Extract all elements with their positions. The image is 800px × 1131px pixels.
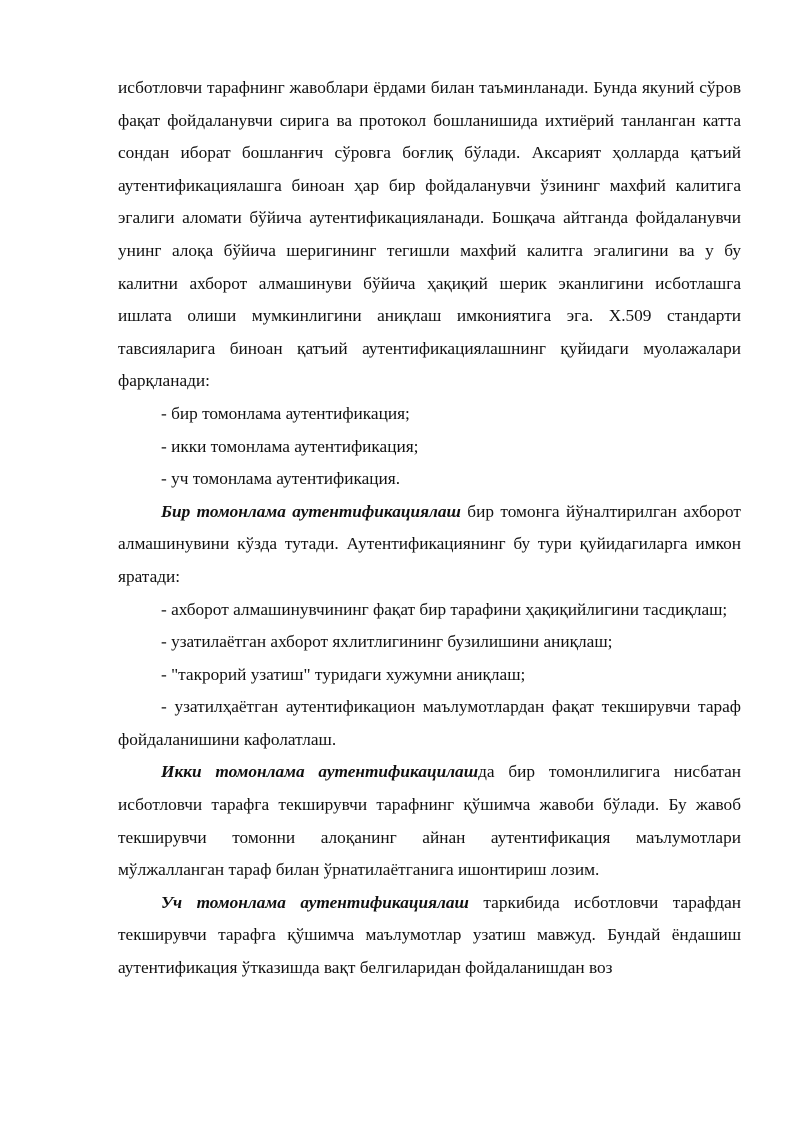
list-item: - бир томонлама аутентификация; [161,403,410,423]
one-way-capabilities-list [118,594,741,757]
list-item: - уч томонлама аутентификация. [161,469,401,489]
auth-types-list [118,398,741,496]
paragraph-intro: исботловчи тарафнинг жавоблари ёрдами билан таъминланади. Бунда якуний сўров фақат фойдаланувчи сирига ва протокол бошланишида ихтиёрий танланган катта сондан иборат бошланғич сўровга боғлиқ бўлади. Аксарият ҳолларда қатъий аутентификациялашга биноан ҳар бир фойдаланувчи ўзининг махфий калитига эгалиги аломати бўйича аутентификацияланади. Бошқача айтганда фойдаланувчи унинг алоқа бўйича шеригининг тегишли махфий калитга эгалигини ва у бу калитни ахборот алмашинуви бўйича ҳақиқий шерик эканлигини исботлашга ишлата олиши мумкинлигини аниқлаш имкониятига эга. X.509 стандарти тавсияларига биноан қатъий аутентификациялашнинг қуйидаги муолажалари фарқланади: [118,78,741,391]
paragraph-one-way [118,496,741,594]
list-item: - ахборот алмашинувчининг фақат бир тарафини ҳақиқийлигини тасдиқлаш; [161,599,728,619]
paragraph-one-way-text: бир томонга йўналтирилган ахборот алмашинувини кўзда тутади. Аутентификациянинг бу тури қуйидагиларга имкон яратади: [118,501,741,586]
document-page [118,72,741,985]
term-two-way: Икки томонлама аутентификацилаш [161,762,479,782]
list-item: - узатилҳаётган аутентификацион маълумотлардан фақат текширувчи тараф фойдаланишини кафолатлаш. [118,697,741,749]
list-item: - "такрорий узатиш" туридаги хужумни аниқлаш; [161,664,526,684]
paragraph-three-way [118,887,741,985]
list-item: - узатилаётган ахборот яхлитлигининг бузилишини аниқлаш; [161,632,613,652]
paragraph-three-way-text: таркибида исботловчи тарафдан текширувчи тарафга қўшимча маълумотлар узатиш мавжуд. Бундай ёндашиш аутентификация ўтказишда вақт белгиларидан фойдаланишдан воз [118,892,741,978]
paragraph-two-way-text: да бир томонлилигига нисбатан исботловчи тарафга текширувчи тарафнинг қўшимча жавоби бўлади. Бу жавоб текширувчи томонни алоқанинг айнан аутентификация маълумотлари мўлжалланган тараф билан ўрнатилаётганига ишонтириш лозим. [118,762,741,880]
term-one-way: Бир томонлама аутентификациялаш [161,501,461,521]
term-three-way: Уч томонлама аутентификациялаш [161,892,469,912]
list-item: - икки томонлама аутентификация; [161,436,419,456]
paragraph-two-way [118,756,741,886]
